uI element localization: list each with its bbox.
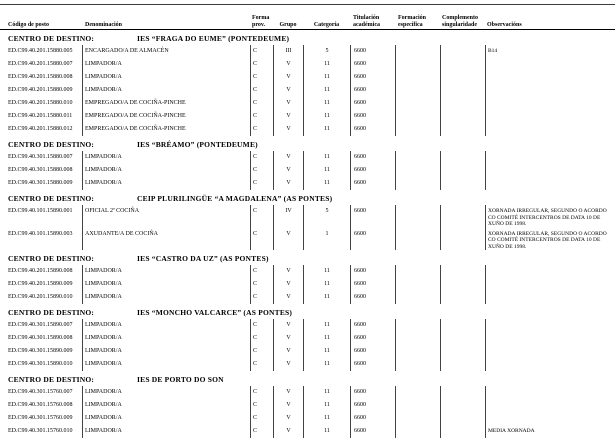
- cell-denominacion: EMPREGADO/A DE COCIÑA-PINCHE: [82, 123, 250, 136]
- cell-observacions: [485, 84, 615, 97]
- cell-observacions: [485, 345, 615, 358]
- cell-formacion: [395, 151, 440, 164]
- cell-titulacion: 6600: [350, 84, 395, 97]
- cell-formacion: [395, 386, 440, 399]
- cell-codigo: ED.C99.40.201.15880.008: [8, 74, 73, 80]
- cell-forma: C: [250, 358, 273, 371]
- cell-denominacion: LIMPADOR/A: [82, 425, 250, 438]
- column-header-line: Código de posto: [8, 22, 50, 28]
- cell-observacions: [485, 332, 615, 345]
- cell-titulacion: 6600: [350, 345, 395, 358]
- cell-complemento: [440, 412, 485, 425]
- cell-grupo: V: [273, 228, 303, 251]
- cell-formacion: [395, 205, 440, 228]
- cell-forma: C: [250, 45, 273, 58]
- posto-row: [0, 110, 615, 123]
- cell-titulacion: 6600: [350, 425, 395, 438]
- cell-complemento: [440, 358, 485, 371]
- cell-denominacion: LIMPADOR/A: [82, 345, 250, 358]
- cell-categoria: 11: [303, 358, 350, 371]
- cell-grupo: V: [273, 97, 303, 110]
- cell-formacion: [395, 412, 440, 425]
- cell-forma: C: [250, 164, 273, 177]
- cell-denominacion: LIMPADOR/A: [82, 291, 250, 304]
- centro-destino-label: CENTRO DE DESTINO:: [8, 308, 95, 317]
- cell-formacion: [395, 425, 440, 438]
- posto-row: [0, 71, 615, 84]
- cell-observacions: XORNADA IRREGULAR, SEGUNDO O ACORDO CO COMITÉ INTERCENTROS DE DATA 10 DE XUÑO DE 1998.: [485, 205, 615, 228]
- cell-complemento: [440, 151, 485, 164]
- centro-destino-label: CENTRO DE DESTINO:: [8, 254, 95, 263]
- cell-denominacion: AXUDANTE/A DE COCIÑA: [82, 228, 250, 251]
- cell-codigo: ED.C99.40.101.15890.001: [8, 208, 73, 214]
- cell-complemento: [440, 265, 485, 278]
- centro-name: IES “CASTRO DA UZ” (AS PONTES): [137, 254, 269, 263]
- cell-formacion: [395, 399, 440, 412]
- cell-grupo: V: [273, 425, 303, 438]
- cell-titulacion: 6600: [350, 71, 395, 84]
- posto-row: [0, 412, 615, 425]
- cell-forma: C: [250, 58, 273, 71]
- cell-formacion: [395, 265, 440, 278]
- cell-observacions: B14: [485, 45, 615, 58]
- cell-titulacion: 6600: [350, 412, 395, 425]
- cell-grupo: V: [273, 345, 303, 358]
- posto-row: [0, 84, 615, 97]
- cell-formacion: [395, 164, 440, 177]
- column-header-forma-prov: [250, 15, 273, 29]
- cell-observacions: [485, 58, 615, 71]
- centro-destino-header: [0, 34, 615, 45]
- posto-row: [0, 386, 615, 399]
- column-header-categoria: [303, 22, 350, 29]
- cell-categoria: 5: [303, 45, 350, 58]
- posto-row: [0, 45, 615, 58]
- cell-forma: C: [250, 399, 273, 412]
- cell-codigo: ED.C99.40.301.15890.007: [8, 322, 73, 328]
- cell-grupo: V: [273, 151, 303, 164]
- posto-row: [0, 345, 615, 358]
- posto-row: [0, 399, 615, 412]
- cell-formacion: [395, 345, 440, 358]
- cell-complemento: [440, 84, 485, 97]
- posto-row: [0, 291, 615, 304]
- cell-complemento: [440, 228, 485, 251]
- cell-grupo: V: [273, 123, 303, 136]
- cell-categoria: 11: [303, 110, 350, 123]
- cell-formacion: [395, 177, 440, 190]
- cell-complemento: [440, 386, 485, 399]
- cell-grupo: V: [273, 386, 303, 399]
- cell-codigo: ED.C99.40.201.15880.011: [8, 113, 73, 119]
- column-header-formacion: [395, 15, 440, 29]
- cell-observacions: [485, 123, 615, 136]
- cell-formacion: [395, 45, 440, 58]
- cell-formacion: [395, 110, 440, 123]
- cell-observacions: [485, 319, 615, 332]
- cell-denominacion: LIMPADOR/A: [82, 332, 250, 345]
- cell-codigo: ED.C99.40.201.15880.012: [8, 126, 73, 132]
- column-header-denominacion: [82, 22, 250, 29]
- cell-grupo: V: [273, 358, 303, 371]
- cell-denominacion: LIMPADOR/A: [82, 164, 250, 177]
- cell-observacions: [485, 265, 615, 278]
- cell-categoria: 11: [303, 97, 350, 110]
- posto-row: [0, 319, 615, 332]
- centro-name: IES DE PORTO DO SON: [137, 375, 224, 384]
- cell-complemento: [440, 97, 485, 110]
- cell-titulacion: 6600: [350, 265, 395, 278]
- cell-titulacion: 6600: [350, 110, 395, 123]
- posto-row: [0, 151, 615, 164]
- cell-forma: C: [250, 291, 273, 304]
- cell-forma: C: [250, 205, 273, 228]
- cell-categoria: 11: [303, 71, 350, 84]
- cell-complemento: [440, 332, 485, 345]
- centro-destino-header: [0, 194, 615, 205]
- centro-destino-header: [0, 375, 615, 386]
- cell-denominacion: LIMPADOR/A: [82, 265, 250, 278]
- cell-codigo: ED.C99.40.301.15890.008: [8, 335, 73, 341]
- cell-grupo: V: [273, 399, 303, 412]
- cell-titulacion: 6600: [350, 45, 395, 58]
- cell-observacions: [485, 164, 615, 177]
- cell-observacions: MEDIA XORNADA: [485, 425, 615, 438]
- cell-codigo: ED.C99.40.301.15890.009: [8, 348, 73, 354]
- cell-observacions: [485, 177, 615, 190]
- cell-denominacion: EMPREGADO/A DE COCIÑA-PINCHE: [82, 97, 250, 110]
- cell-titulacion: 6600: [350, 386, 395, 399]
- cell-denominacion: LIMPADOR/A: [82, 358, 250, 371]
- posto-row: [0, 123, 615, 136]
- cell-titulacion: 6600: [350, 58, 395, 71]
- cell-grupo: V: [273, 164, 303, 177]
- cell-forma: C: [250, 345, 273, 358]
- cell-complemento: [440, 319, 485, 332]
- centro-destino-header: [0, 140, 615, 151]
- cell-categoria: 11: [303, 399, 350, 412]
- cell-grupo: V: [273, 110, 303, 123]
- column-header-line: Denominación: [85, 22, 123, 28]
- cell-complemento: [440, 110, 485, 123]
- cell-forma: C: [250, 386, 273, 399]
- column-header-line: Categoría: [313, 22, 340, 28]
- cell-codigo: ED.C99.40.201.15880.007: [8, 61, 73, 67]
- cell-grupo: V: [273, 332, 303, 345]
- cell-grupo: IV: [273, 205, 303, 228]
- cell-observacions: [485, 151, 615, 164]
- cell-grupo: V: [273, 84, 303, 97]
- cell-forma: C: [250, 123, 273, 136]
- cell-titulacion: 6600: [350, 205, 395, 228]
- cell-formacion: [395, 71, 440, 84]
- cell-forma: C: [250, 84, 273, 97]
- cell-formacion: [395, 228, 440, 251]
- cell-denominacion: LIMPADOR/A: [82, 412, 250, 425]
- cell-complemento: [440, 399, 485, 412]
- centro-destino-header: [0, 308, 615, 319]
- cell-codigo: ED.C99.40.201.15890.009: [8, 281, 73, 287]
- cell-categoria: 11: [303, 386, 350, 399]
- cell-observacions: [485, 291, 615, 304]
- cell-titulacion: 6600: [350, 399, 395, 412]
- column-header-titulacion: [350, 15, 395, 29]
- cell-forma: C: [250, 319, 273, 332]
- cell-formacion: [395, 319, 440, 332]
- posto-row: [0, 97, 615, 110]
- column-header-complemento: [440, 15, 485, 29]
- cell-formacion: [395, 58, 440, 71]
- cell-forma: C: [250, 151, 273, 164]
- cell-grupo: V: [273, 319, 303, 332]
- cell-denominacion: LIMPADOR/A: [82, 151, 250, 164]
- column-header-line: Forma: [252, 15, 270, 21]
- cell-titulacion: 6600: [350, 177, 395, 190]
- centro-name: IES “BRÉAMO” (PONTEDEUME): [137, 140, 258, 149]
- column-header-line: singularidade: [442, 22, 478, 28]
- cell-categoria: 11: [303, 177, 350, 190]
- cell-denominacion: OFICIAL 2ª COCIÑA: [82, 205, 250, 228]
- centro-section: [0, 194, 615, 250]
- centro-destino-label: CENTRO DE DESTINO:: [8, 34, 95, 43]
- cell-codigo: ED.C99.40.301.15760.008: [8, 402, 73, 408]
- cell-forma: C: [250, 228, 273, 251]
- posto-row: [0, 265, 615, 278]
- cell-titulacion: 6600: [350, 151, 395, 164]
- cell-complemento: [440, 425, 485, 438]
- column-header-codigo: [0, 22, 82, 29]
- cell-complemento: [440, 164, 485, 177]
- cell-forma: C: [250, 110, 273, 123]
- centro-name: IES “FRAGA DO EUME” (PONTEDEUME): [137, 34, 290, 43]
- cell-categoria: 5: [303, 205, 350, 228]
- cell-titulacion: 6600: [350, 358, 395, 371]
- cell-categoria: 11: [303, 332, 350, 345]
- cell-categoria: 11: [303, 278, 350, 291]
- cell-denominacion: LIMPADOR/A: [82, 278, 250, 291]
- cell-observacions: [485, 358, 615, 371]
- cell-observacions: [485, 399, 615, 412]
- column-header-line: Grupo: [279, 22, 297, 28]
- cell-denominacion: LIMPADOR/A: [82, 386, 250, 399]
- cell-formacion: [395, 358, 440, 371]
- centro-section: [0, 308, 615, 371]
- cell-formacion: [395, 123, 440, 136]
- centro-destino-label: CENTRO DE DESTINO:: [8, 194, 95, 203]
- cell-observacions: [485, 386, 615, 399]
- cell-complemento: [440, 58, 485, 71]
- column-header-line: académica: [353, 22, 380, 28]
- cell-forma: C: [250, 425, 273, 438]
- posto-row: [0, 205, 615, 228]
- posto-row: [0, 164, 615, 177]
- cell-codigo: ED.C99.40.101.15890.003: [8, 230, 73, 237]
- cell-titulacion: 6600: [350, 228, 395, 251]
- cell-complemento: [440, 71, 485, 84]
- posto-row: [0, 58, 615, 71]
- column-header-line: prov.: [252, 22, 266, 28]
- cell-codigo: ED.C99.40.301.15880.009: [8, 180, 73, 186]
- cell-observacions: [485, 278, 615, 291]
- cell-titulacion: 6600: [350, 319, 395, 332]
- table-body: [0, 30, 615, 438]
- cell-formacion: [395, 278, 440, 291]
- centro-name: CEIP PLURILINGÜE “A MAGDALENA” (AS PONTES): [137, 194, 333, 203]
- cell-observacions: [485, 412, 615, 425]
- cell-codigo: ED.C99.40.301.15760.010: [8, 428, 73, 434]
- cell-grupo: V: [273, 177, 303, 190]
- cell-denominacion: LIMPADOR/A: [82, 399, 250, 412]
- cell-codigo: ED.C99.40.201.15880.010: [8, 100, 73, 106]
- cell-grupo: V: [273, 58, 303, 71]
- cell-forma: C: [250, 97, 273, 110]
- cell-codigo: ED.C99.40.301.15880.008: [8, 167, 73, 173]
- cell-complemento: [440, 278, 485, 291]
- cell-categoria: 11: [303, 425, 350, 438]
- cell-categoria: 11: [303, 412, 350, 425]
- cell-titulacion: 6600: [350, 164, 395, 177]
- cell-codigo: ED.C99.40.201.15880.009: [8, 87, 73, 93]
- cell-categoria: 11: [303, 164, 350, 177]
- cell-observacions: XORNADA IRREGULAR, SEGUNDO O ACORDO CO COMITÉ INTERCENTROS DE DATA 10 DE XUÑO DE 1998.: [485, 228, 615, 251]
- column-header-line: Titulación: [353, 15, 380, 21]
- column-header-line: específica: [398, 22, 423, 28]
- cell-grupo: V: [273, 278, 303, 291]
- cell-titulacion: 6600: [350, 97, 395, 110]
- cell-complemento: [440, 345, 485, 358]
- centro-section: [0, 34, 615, 136]
- cell-denominacion: EMPREGADO/A DE COCIÑA-PINCHE: [82, 110, 250, 123]
- cell-categoria: 11: [303, 345, 350, 358]
- cell-codigo: ED.C99.40.301.15880.007: [8, 154, 73, 160]
- cell-codigo: ED.C99.40.301.15760.009: [8, 415, 73, 421]
- cell-forma: C: [250, 278, 273, 291]
- top-rule: [0, 4, 615, 5]
- cell-formacion: [395, 97, 440, 110]
- centro-destino-label: CENTRO DE DESTINO:: [8, 140, 95, 149]
- cell-categoria: 11: [303, 58, 350, 71]
- cell-formacion: [395, 332, 440, 345]
- cell-forma: C: [250, 177, 273, 190]
- cell-grupo: V: [273, 265, 303, 278]
- cell-categoria: 11: [303, 265, 350, 278]
- cell-categoria: 11: [303, 291, 350, 304]
- cell-denominacion: LIMPADOR/A: [82, 58, 250, 71]
- cell-denominacion: ENCARGADO/A DE ALMACÉN: [82, 45, 250, 58]
- posto-row: [0, 332, 615, 345]
- cell-denominacion: LIMPADOR/A: [82, 177, 250, 190]
- cell-titulacion: 6600: [350, 291, 395, 304]
- posto-row: [0, 278, 615, 291]
- cell-categoria: 1: [303, 228, 350, 251]
- cell-codigo: ED.C99.40.201.15890.008: [8, 268, 73, 274]
- cell-formacion: [395, 84, 440, 97]
- cell-codigo: ED.C99.40.201.15890.010: [8, 294, 73, 300]
- cell-categoria: 11: [303, 123, 350, 136]
- cell-codigo: ED.C99.40.301.15760.007: [8, 389, 73, 395]
- cell-complemento: [440, 205, 485, 228]
- centro-section: [0, 375, 615, 438]
- cell-grupo: V: [273, 71, 303, 84]
- cell-denominacion: LIMPADOR/A: [82, 84, 250, 97]
- cell-observacions: [485, 110, 615, 123]
- posto-row: [0, 177, 615, 190]
- cell-complemento: [440, 123, 485, 136]
- cell-categoria: 11: [303, 319, 350, 332]
- cell-titulacion: 6600: [350, 123, 395, 136]
- cell-forma: C: [250, 412, 273, 425]
- cell-titulacion: 6600: [350, 278, 395, 291]
- centro-destino-header: [0, 254, 615, 265]
- cell-complemento: [440, 45, 485, 58]
- column-header-line: Observacións: [487, 22, 522, 28]
- cell-forma: C: [250, 71, 273, 84]
- cell-observacions: [485, 97, 615, 110]
- cell-titulacion: 6600: [350, 332, 395, 345]
- column-header-observacions: [485, 22, 615, 29]
- cell-formacion: [395, 291, 440, 304]
- cell-grupo: V: [273, 291, 303, 304]
- cell-forma: C: [250, 265, 273, 278]
- posto-row: [0, 425, 615, 438]
- cell-forma: C: [250, 332, 273, 345]
- cell-categoria: 11: [303, 84, 350, 97]
- cell-denominacion: LIMPADOR/A: [82, 71, 250, 84]
- posto-row: [0, 358, 615, 371]
- cell-complemento: [440, 177, 485, 190]
- centro-destino-label: CENTRO DE DESTINO:: [8, 375, 95, 384]
- column-header-grupo: [273, 22, 303, 29]
- cell-codigo: ED.C99.40.301.15890.010: [8, 361, 73, 367]
- cell-grupo: III: [273, 45, 303, 58]
- cell-categoria: 11: [303, 151, 350, 164]
- cell-codigo: ED.C99.40.201.15880.005: [8, 48, 73, 54]
- cell-observacions: [485, 71, 615, 84]
- posto-row: [0, 228, 615, 251]
- cell-denominacion: LIMPADOR/A: [82, 319, 250, 332]
- column-header-line: Formación: [398, 15, 426, 21]
- table-header-row: [0, 6, 615, 29]
- centro-name: IES “MONCHO VALCARCE” (AS PONTES): [137, 308, 293, 317]
- column-header-line: Complemento: [442, 15, 478, 21]
- centro-section: [0, 254, 615, 304]
- cell-complemento: [440, 291, 485, 304]
- centro-section: [0, 140, 615, 190]
- cell-grupo: V: [273, 412, 303, 425]
